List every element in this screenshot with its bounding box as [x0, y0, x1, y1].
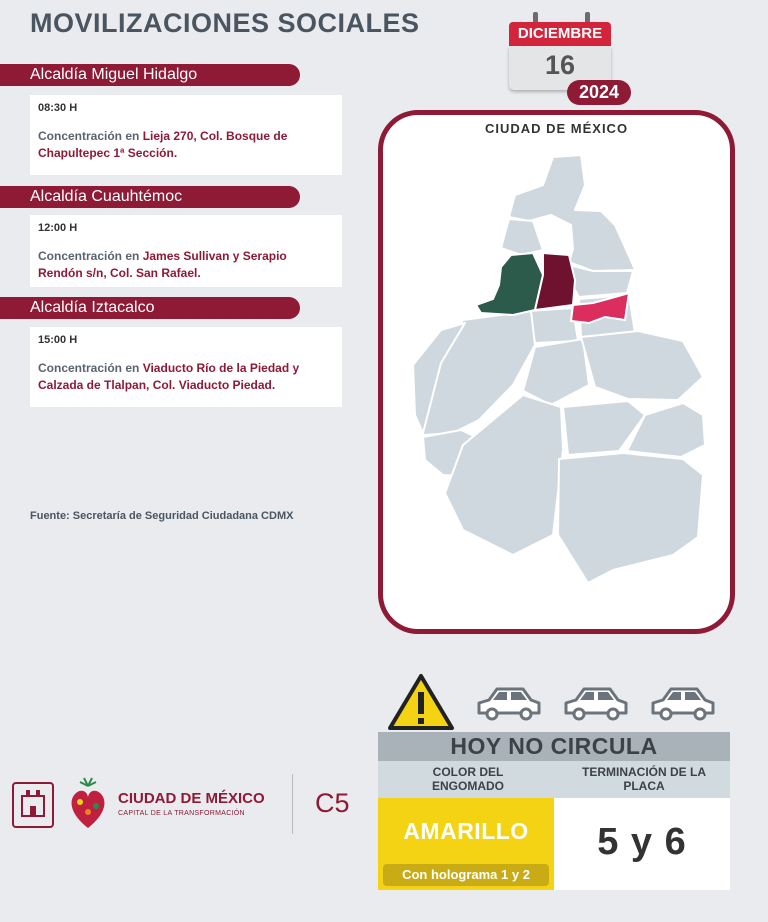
event-connector: en — [122, 249, 143, 263]
event-type: Concentración — [38, 129, 123, 143]
event-description — [38, 128, 334, 162]
map-region-iztapalapa — [581, 331, 703, 400]
institutional-logos — [12, 770, 362, 840]
event-place: James Sullivan y Serapio Rendón s/n, Col. San Rafael. — [38, 249, 287, 280]
event-card — [30, 327, 342, 407]
city-name-logo: CIUDAD DE MÉXICO — [118, 790, 265, 807]
c5-logo: C5 — [315, 788, 350, 818]
calendar-month: DICIEMBRE — [509, 22, 611, 52]
map-region-cuauhtemoc — [535, 253, 575, 310]
map-region-benito-juarez — [528, 308, 578, 343]
event-type: Concentración — [38, 249, 123, 263]
hoy-no-circula-panel — [378, 732, 730, 890]
map-title: CIUDAD DE MÉXICO — [484, 121, 629, 136]
warning-icon — [386, 672, 456, 732]
cdmx-shield-icon — [12, 782, 54, 828]
event-time: 08:30 H — [38, 102, 78, 114]
event-place: Viaducto Río de la Piedad y Calzada de Tlalpan, Col. Viaducto Piedad. — [38, 361, 300, 392]
heart-emblem-icon — [66, 776, 110, 834]
sticker-color-value: AMARILLO — [403, 818, 529, 844]
calendar — [505, 12, 620, 102]
alcaldia-header-miguel-hidalgo: Alcaldía Miguel Hidalgo — [0, 64, 300, 86]
event-time: 15:00 H — [38, 334, 78, 346]
cdmx-map — [383, 115, 730, 629]
hoy-no-circula-title: HOY NO CIRCULA — [378, 732, 730, 761]
event-place: Lieja 270, Col. Bosque de Chapultepec 1ª Sección. — [38, 129, 288, 160]
map-region-azcapotzalco — [501, 219, 543, 255]
event-type: Concentración — [38, 361, 123, 375]
hoy-no-circula-values — [378, 798, 730, 890]
alcaldia-header-iztacalco: Alcaldía Iztacalco — [0, 297, 300, 319]
sticker-color-cell — [378, 798, 554, 890]
event-time: 12:00 H — [38, 222, 78, 234]
event-description — [38, 360, 334, 394]
event-description — [38, 248, 334, 282]
event-card — [30, 215, 342, 287]
map-region-milpa-alta — [558, 453, 703, 583]
color-column-header: COLOR DEL ENGOMADO — [432, 765, 504, 793]
car-icon — [647, 683, 717, 723]
logo-divider — [292, 774, 293, 834]
city-tagline: CAPITAL DE LA TRANSFORMACIÓN — [118, 810, 245, 817]
hologram-note: Con holograma 1 y 2 — [383, 864, 549, 886]
hoy-no-circula-headers — [378, 761, 730, 798]
car-icon — [473, 683, 543, 723]
source-note: Fuente: Secretaría de Seguridad Ciudadana CDMX — [30, 510, 294, 522]
event-connector: en — [122, 129, 143, 143]
alcaldia-header-cuauhtemoc: Alcaldía Cuauhtémoc — [0, 186, 300, 208]
page-title: MOVILIZACIONES SOCIALES — [30, 8, 420, 38]
calendar-year: 2024 — [567, 80, 631, 105]
plate-ending-value: 5 y 6 — [554, 798, 730, 890]
cdmx-map-panel — [378, 110, 735, 634]
event-card — [30, 95, 342, 175]
event-connector: en — [122, 361, 143, 375]
plate-column-header: TERMINACIÓN DE LA PLACA — [582, 765, 706, 793]
map-region-miguel-hidalgo — [476, 253, 543, 315]
car-icon — [560, 683, 630, 723]
calendar-day: 16 — [544, 50, 576, 80]
